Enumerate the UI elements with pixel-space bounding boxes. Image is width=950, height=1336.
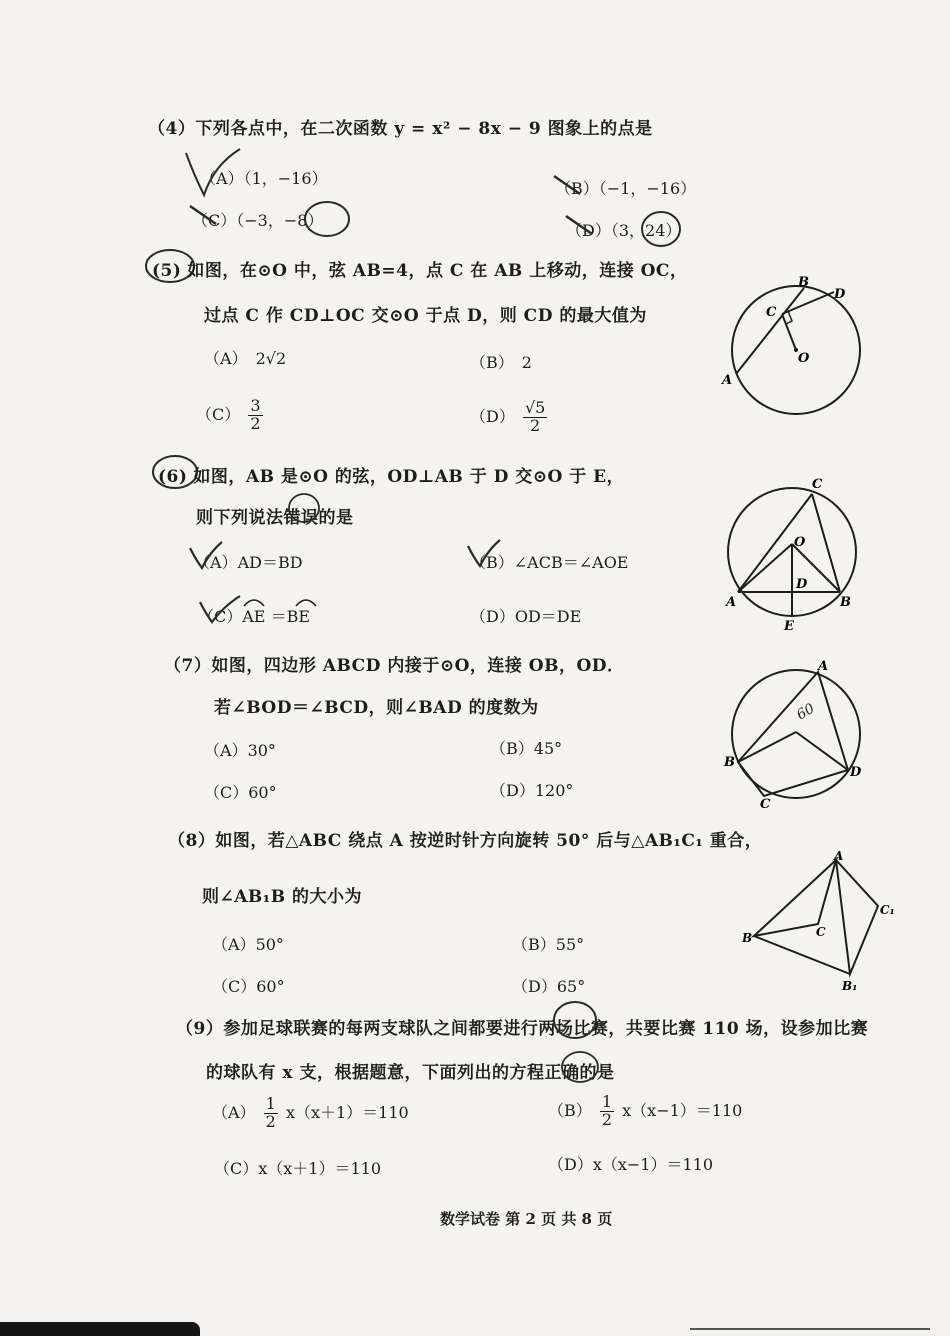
q6-number: (6) bbox=[158, 467, 188, 487]
q8-label-a: A bbox=[834, 850, 844, 863]
q5-segment-oc bbox=[782, 314, 796, 350]
q5-label-b: B bbox=[798, 275, 809, 290]
q8-option-c bbox=[212, 974, 285, 997]
q7-option-a bbox=[204, 738, 276, 761]
q6-option-a-text: AD＝BD bbox=[237, 553, 303, 572]
q7-label-b: B bbox=[724, 755, 735, 770]
q6-stem-2: 则下列说法错误的是 bbox=[196, 508, 354, 528]
q4-option-d-label: （D） bbox=[566, 221, 611, 240]
q9-circle-zhengque-icon bbox=[558, 1048, 602, 1086]
scan-edge-bottom-left bbox=[0, 1322, 200, 1336]
q5-option-d bbox=[470, 400, 550, 435]
q8-number: （8） bbox=[168, 831, 216, 851]
q4-number: （4） bbox=[148, 119, 196, 139]
q7-number: （7） bbox=[164, 656, 212, 676]
q8-option-a-label: （A） bbox=[212, 935, 256, 954]
q6-label-o: O bbox=[794, 535, 806, 550]
q5-number: (5) bbox=[152, 261, 182, 281]
q9-option-b-fraction: $\frac{1}{2}$ bbox=[601, 1092, 613, 1129]
q7-option-d bbox=[490, 778, 573, 801]
q8-label-b1: B₁ bbox=[842, 979, 858, 993]
q6-label-d: D bbox=[796, 577, 808, 592]
q9-option-d bbox=[548, 1152, 713, 1175]
q6-arc-marks-icon bbox=[240, 594, 330, 608]
q9-option-a-label: （A） bbox=[212, 1102, 256, 1122]
q9-stem-2: 的球队有 x 支，根据题意，下面列出的方程正确的是 bbox=[206, 1063, 615, 1083]
q4-strike-b-icon bbox=[550, 170, 586, 200]
q5-chord-ab bbox=[736, 288, 804, 374]
q5-option-b bbox=[470, 350, 532, 373]
q8-stem: 如图，若△ABC 绕点 A 按逆时针方向旋转 50° 后与△AB₁C₁ 重合， bbox=[215, 831, 763, 851]
q9-option-a-fraction: $\frac{1}{2}$ bbox=[265, 1094, 276, 1131]
q6-option-a-label: （A） bbox=[194, 553, 238, 572]
q7-option-b bbox=[490, 736, 562, 759]
q6-label-c: C bbox=[812, 477, 823, 492]
q5-option-c bbox=[196, 398, 266, 433]
q5-label-a: A bbox=[722, 373, 733, 388]
q7-option-c bbox=[204, 780, 277, 803]
page-footer: 数学试卷 第 2 页 共 8 页 bbox=[440, 1210, 613, 1228]
q6-option-c-text: AE ＝BE bbox=[242, 607, 311, 626]
q4-option-c-label: （C） bbox=[192, 211, 237, 230]
q8-stem-row bbox=[168, 826, 762, 851]
q6-figure bbox=[720, 474, 870, 634]
q9-stem-row bbox=[176, 1014, 868, 1039]
q5-option-c-fraction: $\frac{3}{2}$ bbox=[250, 396, 261, 433]
q6-check-a-icon bbox=[186, 538, 226, 574]
q9-option-a bbox=[212, 1096, 409, 1131]
q9-option-c bbox=[214, 1156, 381, 1179]
q5-option-b-text: 2 bbox=[521, 353, 532, 372]
q7-option-b-text: 45° bbox=[533, 739, 563, 758]
q6-stem-row bbox=[158, 462, 624, 487]
q8-option-a-text: 50° bbox=[255, 935, 284, 954]
q5-stem-row bbox=[152, 256, 687, 281]
q9-option-b-text: x（x−1）＝110 bbox=[622, 1100, 743, 1120]
q8-option-a bbox=[212, 932, 284, 955]
q6-stem: 如图，AB 是⊙O 的弦，OD⊥AB 于 D 交⊙O 于 E， bbox=[193, 467, 625, 487]
q6-option-d-label: （D） bbox=[470, 607, 515, 626]
q9-option-b-label: （B） bbox=[548, 1100, 592, 1120]
q5-figure bbox=[716, 270, 876, 430]
q5-option-d-label: （D） bbox=[470, 406, 515, 426]
q8-option-c-label: （C） bbox=[212, 977, 257, 996]
q9-stem: 参加足球联赛的每两支球队之间都要进行两场比赛，共要比赛 110 场，设参加比赛 bbox=[223, 1019, 869, 1039]
q6-option-b-label: （B） bbox=[470, 553, 514, 572]
q7-stem-row bbox=[164, 651, 625, 676]
q4-stem-row bbox=[148, 114, 653, 139]
q5-stem-2: 过点 C 作 CD⊥OC 交⊙O 于点 D，则 CD 的最大值为 bbox=[204, 306, 647, 326]
q7-label-a: A bbox=[818, 659, 829, 674]
q4-option-d-text: （3，24） bbox=[610, 221, 682, 240]
q6-check-b-icon bbox=[464, 536, 504, 572]
q4-check-mark-icon bbox=[180, 145, 250, 205]
q7-option-a-text: 30° bbox=[247, 741, 276, 760]
q4-option-b-text: （−1，−16） bbox=[598, 179, 697, 198]
q7-stem: 如图，四边形 ABCD 内接于⊙O，连接 OB，OD． bbox=[211, 656, 625, 676]
q5-option-c-label: （C） bbox=[196, 404, 241, 424]
q4-circle-24-icon bbox=[638, 208, 684, 250]
q8-stem-2: 则∠AB₁B 的大小为 bbox=[202, 887, 363, 907]
q5-stem: 如图，在⊙O 中，弦 AB=4，点 C 在 AB 上移动，连接 OC， bbox=[187, 261, 688, 281]
q6-label-a: A bbox=[726, 595, 737, 610]
q9-option-c-text: x（x＋1）＝110 bbox=[258, 1159, 382, 1178]
q4-strike-c-icon bbox=[186, 200, 222, 230]
q5-option-b-label: （B） bbox=[470, 353, 514, 372]
q5-label-d: D bbox=[834, 287, 846, 302]
q8-label-b: B bbox=[742, 931, 753, 945]
q9-option-d-label: （D） bbox=[548, 1155, 593, 1174]
q9-option-d-text: x（x−1）＝110 bbox=[592, 1155, 714, 1174]
q6-option-d-text: OD＝DE bbox=[514, 607, 582, 626]
q8-option-d-label: （D） bbox=[512, 977, 557, 996]
q5-option-a-label: （A） bbox=[204, 349, 248, 368]
q7-label-d: D bbox=[850, 765, 862, 780]
q9-option-c-label: （C） bbox=[214, 1159, 259, 1178]
q6-check-c-icon bbox=[196, 592, 244, 628]
q4-strike-d-icon bbox=[562, 210, 598, 240]
q7-option-a-label: （A） bbox=[204, 741, 248, 760]
q8-option-d bbox=[512, 974, 585, 997]
q4-option-a-text: （1，−16） bbox=[243, 169, 328, 188]
q6-option-d bbox=[470, 604, 581, 627]
q9-option-b bbox=[548, 1094, 742, 1129]
q5-segment-cd bbox=[782, 292, 834, 314]
q5-option-d-fraction: $\frac{√5}{2}$ bbox=[524, 398, 546, 435]
q8-option-b-text: 55° bbox=[555, 935, 585, 954]
q7-option-c-text: 60° bbox=[248, 783, 277, 802]
q9-number: （9） bbox=[176, 1019, 224, 1039]
q9-circle-liangchang-icon bbox=[550, 998, 600, 1042]
q4-option-a-label: （A） bbox=[200, 169, 244, 188]
scan-edge-right-line bbox=[690, 1328, 930, 1330]
q7-label-c: C bbox=[760, 797, 771, 810]
q5-option-a bbox=[204, 346, 286, 369]
q6-label-b: B bbox=[840, 595, 851, 610]
q8-figure bbox=[740, 850, 900, 994]
q7-option-d-label: （D） bbox=[490, 781, 535, 800]
q7-figure bbox=[720, 658, 870, 810]
q6-option-c-label: （C） bbox=[198, 607, 243, 626]
q8-option-d-text: 65° bbox=[556, 977, 586, 996]
q5-label-c: C bbox=[766, 305, 777, 320]
q6-option-b-text: ∠ACB＝∠AOE bbox=[513, 553, 629, 572]
q4-option-c-text: （−3，−8） bbox=[236, 211, 324, 230]
q5-option-a-text: 2√2 bbox=[255, 349, 287, 368]
q4-stem: 下列各点中，在二次函数 y = x² − 8x − 9 图象上的点是 bbox=[195, 119, 653, 139]
q7-stem-2: 若∠BOD＝∠BCD，则∠BAD 的度数为 bbox=[214, 698, 539, 718]
q8-triangle-ab1c1 bbox=[836, 860, 878, 974]
q8-option-b bbox=[512, 932, 584, 955]
q7-option-d-text: 120° bbox=[534, 781, 574, 800]
q8-label-c: C bbox=[816, 925, 826, 939]
q7-option-c-label: （C） bbox=[204, 783, 249, 802]
q8-option-b-label: （B） bbox=[512, 935, 556, 954]
q6-label-e: E bbox=[784, 619, 794, 634]
q4-option-b-label: （B） bbox=[555, 179, 599, 198]
q7-handwritten-angle: 60 bbox=[794, 700, 818, 724]
q8-label-c1: C₁ bbox=[880, 903, 895, 917]
q6-circle-cuowu-icon bbox=[284, 490, 324, 526]
q4-circle-minus8-icon bbox=[300, 198, 354, 240]
q8-option-c-text: 60° bbox=[256, 977, 285, 996]
q5-label-o: O bbox=[798, 351, 810, 366]
q7-option-b-label: （B） bbox=[490, 739, 534, 758]
q9-option-a-text: x（x＋1）＝110 bbox=[285, 1102, 409, 1122]
